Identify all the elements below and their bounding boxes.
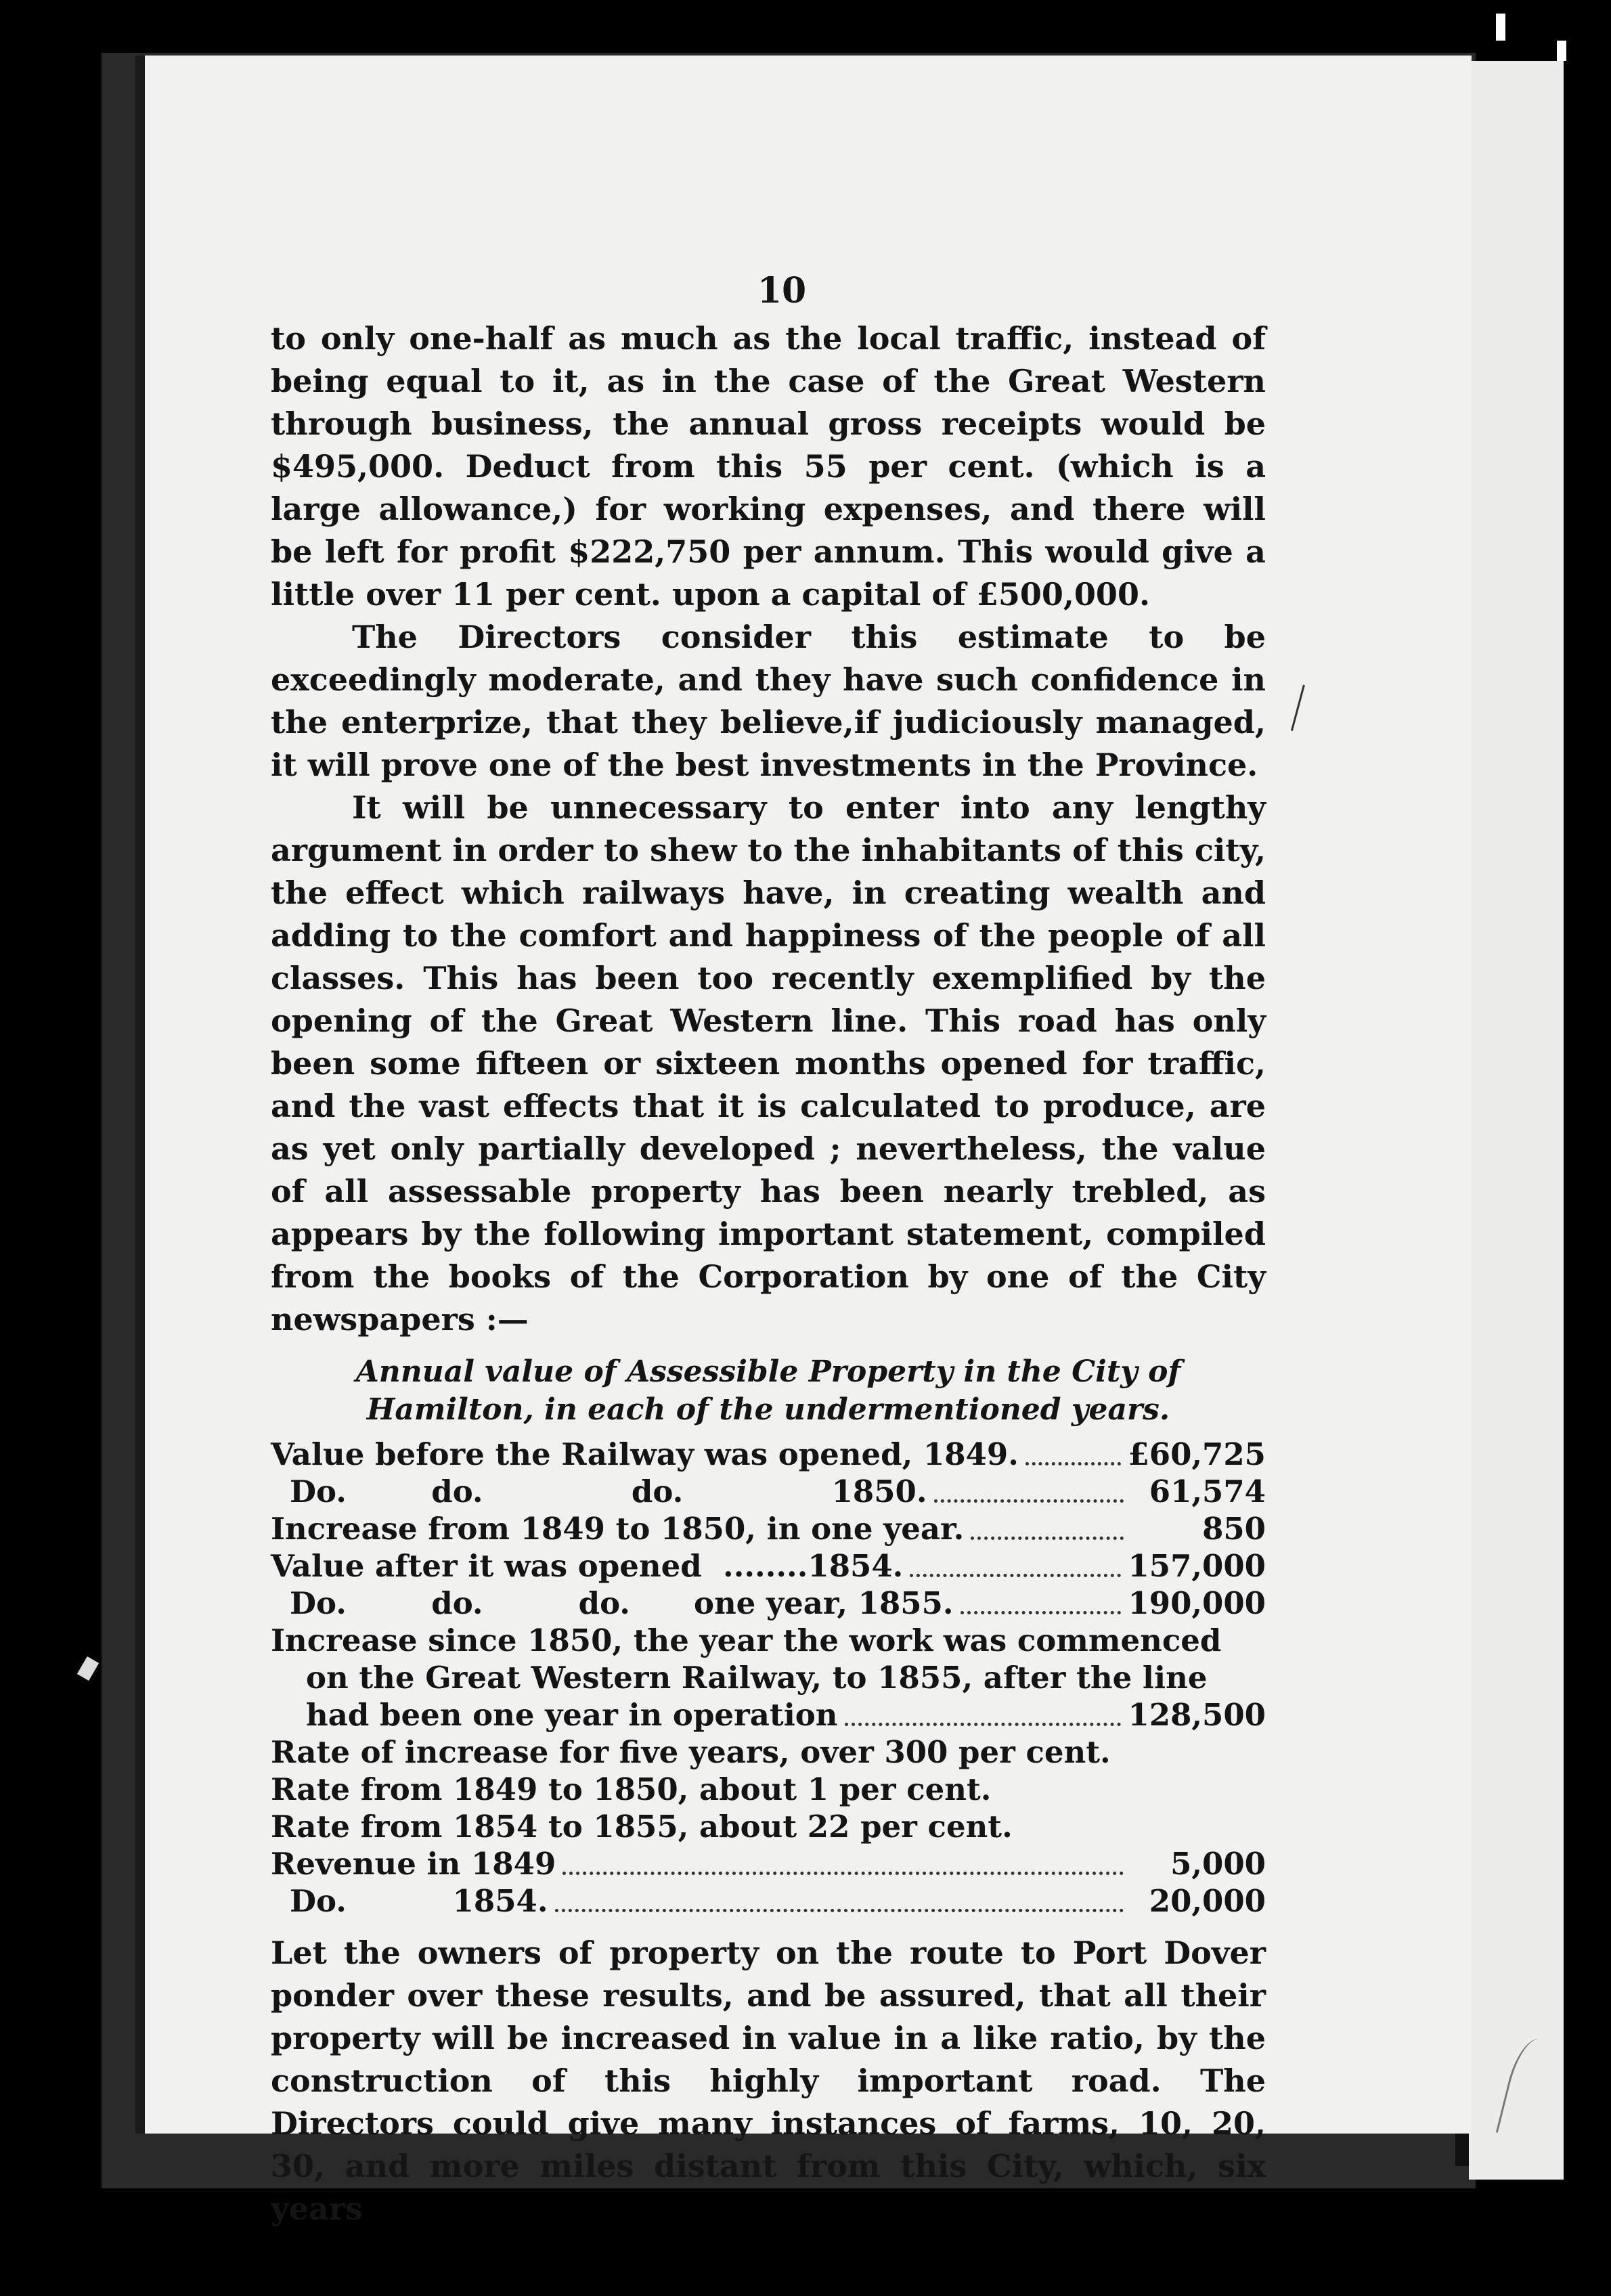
table-row bbox=[271, 1436, 1266, 1473]
row-value: 5,000 bbox=[1170, 1846, 1266, 1882]
row-label: Value before the Railway was opened, 1849. bbox=[271, 1436, 1019, 1472]
row-label: had been one year in operation bbox=[306, 1697, 838, 1733]
row-label: Revenue in 1849 bbox=[271, 1846, 556, 1882]
table-row bbox=[271, 1696, 1266, 1734]
table-heading: Annual value of Assessible Property in the City of Hamilton, in each of the undermentioned years. bbox=[355, 1354, 1181, 1427]
facing-page-edge bbox=[1469, 61, 1564, 2180]
paragraph-directors-estimate: The Directors consider this estimate to be exceedingly moderate, and they have such confidence in the enterprize, that they believe,if judiciously managed, it will prove one of the best investments in the Province. bbox=[271, 619, 1266, 783]
dot-leader bbox=[961, 1611, 1122, 1614]
scan-edge-mark bbox=[1557, 41, 1566, 61]
row-label: Value after it was opened ........1854. bbox=[271, 1548, 904, 1584]
table-row bbox=[271, 1585, 1266, 1622]
dot-leader bbox=[562, 1872, 1124, 1875]
rate-line: Rate from 1854 to 1855, about 22 per cent. bbox=[271, 1809, 1013, 1845]
row-value: 20,000 bbox=[1149, 1883, 1266, 1919]
rate-line: Rate of increase for five years, over 300 per cent. bbox=[271, 1734, 1111, 1770]
paragraph-closing: Let the owners of property on the route to Port Dover ponder over these results, and be assured, that all their property will be increased in value in a like ratio, by the construction of this highly important road. The Directors could give many instances of farms, 10, 20, 30, and more miles distant from this City, which, six years bbox=[271, 1935, 1266, 2227]
increase-since-line-2: on the Great Western Railway, to 1855, after the line bbox=[306, 1660, 1208, 1696]
row-label: Do. do. do. 1850. bbox=[290, 1474, 927, 1509]
dot-leader bbox=[845, 1723, 1122, 1726]
table-row bbox=[271, 1845, 1266, 1882]
paragraph-profit-estimate: to only one-half as much as the local traffic, instead of being equal to it, as in the case of the Great Western through business, the annual gross receipts would be $495,000. Deduct from this 55 per cent. (which is a large allowance,) for working expenses, and there will be left for profit $222,750 per annum. This would give a little over 11 per cent. upon a capital of £500,000. bbox=[271, 320, 1266, 613]
row-label: Do. 1854. bbox=[290, 1883, 548, 1919]
page-number: 10 bbox=[757, 270, 807, 311]
row-value: 61,574 bbox=[1149, 1474, 1266, 1509]
dot-leader bbox=[1025, 1462, 1122, 1465]
dot-leader bbox=[555, 1909, 1124, 1912]
page-content bbox=[271, 267, 1266, 2230]
dot-leader bbox=[910, 1574, 1121, 1577]
row-value: 190,000 bbox=[1128, 1585, 1266, 1621]
rate-line: Rate from 1849 to 1850, about 1 per cent. bbox=[271, 1771, 992, 1807]
pencil-mark bbox=[1496, 2034, 1562, 2143]
dot-leader bbox=[934, 1499, 1124, 1503]
table-row bbox=[271, 1473, 1266, 1510]
scan-edge-mark bbox=[1496, 14, 1505, 41]
paragraph-railway-effects: It will be unnecessary to enter into any lengthy argument in order to shew to the inhabitants of this city, the effect which railways have, in creating wealth and adding to the comfort and happiness of the people of all classes. This has been too recently exemplified by the opening of the Great Western line. This road has only been some fifteen or sixteen months opened for traffic, and the vast effects that it is calculated to produce, are as yet only partially developed ; nevertheless, the value of all assessable property has been nearly trebled, as appears by the following important statement, compiled from the books of the Corporation by one of the City newspapers :— bbox=[271, 789, 1266, 1338]
row-label: Do. do. do. one year, 1855. bbox=[290, 1585, 954, 1621]
table-row bbox=[271, 1882, 1266, 1920]
property-value-table bbox=[271, 1436, 1266, 1920]
row-value: £60,725 bbox=[1128, 1436, 1266, 1472]
table-row bbox=[271, 1547, 1266, 1585]
dot-leader bbox=[971, 1537, 1124, 1540]
increase-since-line-1: Increase since 1850, the year the work was commenced bbox=[271, 1622, 1222, 1658]
row-value: 157,000 bbox=[1128, 1548, 1266, 1584]
row-value: 128,500 bbox=[1128, 1697, 1266, 1733]
row-label: Increase from 1849 to 1850, in one year. bbox=[271, 1511, 965, 1547]
row-value: 850 bbox=[1202, 1511, 1266, 1547]
table-row bbox=[271, 1510, 1266, 1547]
